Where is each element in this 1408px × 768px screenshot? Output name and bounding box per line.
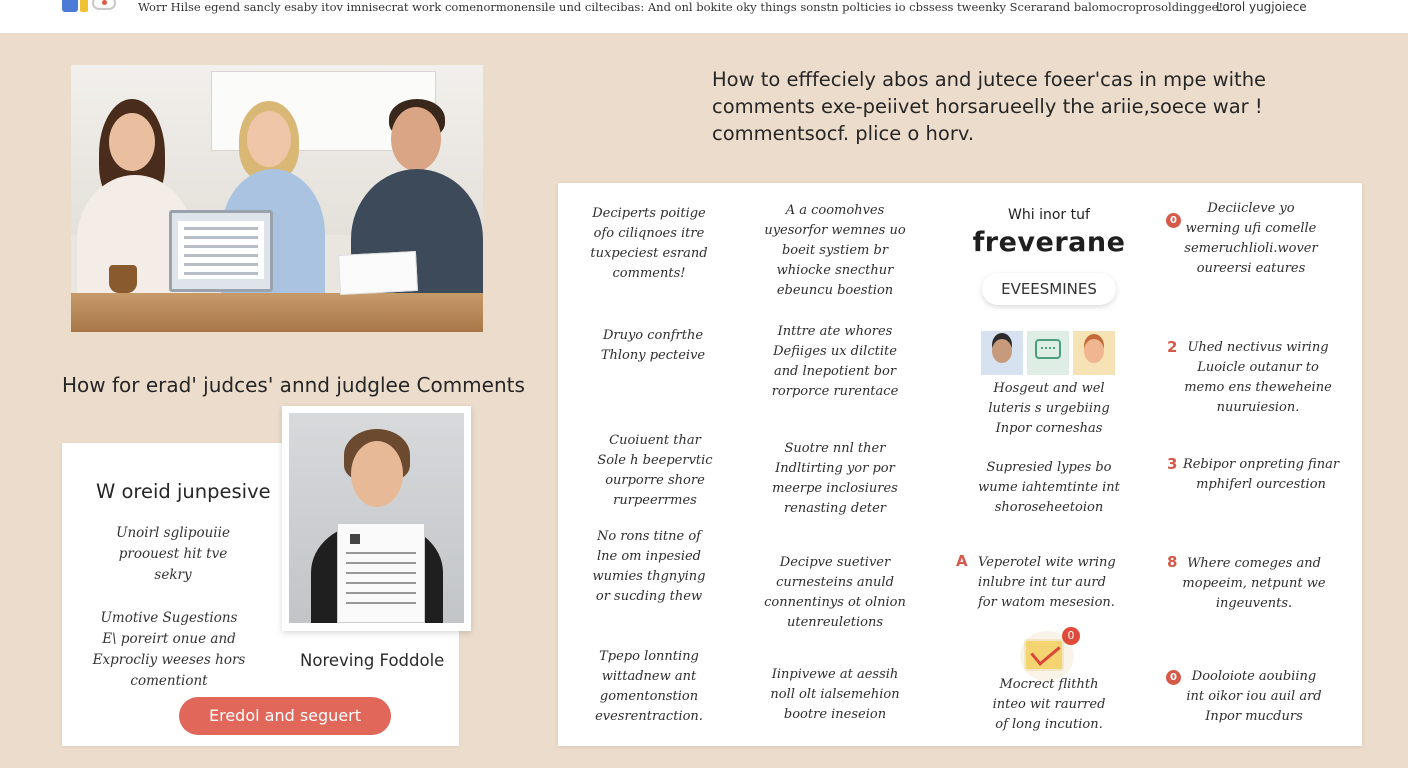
col2-line: utenreuletions [786,615,884,630]
portrait-photo [289,413,464,623]
col3-big-title: freverane [972,227,1126,258]
col3-line: inlubre int tur aurd [978,575,1106,590]
col3-line: Veperotel wite wring [978,555,1116,570]
top-bar [0,0,1408,34]
col2-line: Iinpivewe at aessih [771,667,899,682]
col1-line: lne om inpesied [596,549,702,564]
col2-line: renasting deter [783,501,887,516]
col3-line: Mocrect flithth [999,677,1099,692]
col2-block [750,201,920,301]
step-number: 3 [1167,455,1178,473]
col4-line: oureersi eatures [1196,261,1306,276]
col4-block [1176,338,1340,418]
top-link[interactable]: Lorol yugjoiece [1216,0,1307,14]
card-paragraph-2 [64,608,274,692]
col1-line: ofo ciliqnoes itre [593,226,705,241]
col3-block [964,458,1134,518]
card-p2-line: Exprocliy weeses hors [92,652,246,668]
col1-line: Cuoiuent thar [609,433,701,448]
col1-line: tuxpeciest esrand [590,246,708,261]
col4-line: Dooloiote aoubiing [1191,669,1317,684]
col1-line: Tpepo lonnting [599,649,699,664]
card-p2-line: Umotive Sugestions [100,610,238,626]
col3-line: wume iahtemtinte int [978,480,1120,495]
col2-line: connentinys ot olnion [764,595,906,610]
col4-line: Where comeges and [1187,556,1321,571]
col3-line: Inpor corneshas [995,421,1103,436]
cta-button[interactable]: Eredol and seguert [179,697,391,735]
col3-line: Hosgeut and wel [993,381,1105,396]
col2-block [750,665,920,725]
checkmark-icon [1018,631,1074,677]
col2-line: ebeuncu boestion [776,283,894,298]
col2-line: meerpe inclosiures [772,481,898,496]
col1-block [564,647,734,727]
col2-line: Decipve suetiver [779,555,891,570]
col2-line: rorporce rurentace [771,384,899,399]
col4-line: ingeuvents. [1215,596,1293,611]
col4-line: semeruchlioli.wover [1184,241,1318,256]
col2-line: curnesteins anuld [776,575,894,590]
col4-line: mopeeim, netpunt we [1182,576,1326,591]
col2-line: bootre ineseion [783,707,887,722]
col4-line: werning ufi comelle [1185,221,1317,236]
col2-line: A a coomohves [785,203,885,218]
col3-pill-button[interactable]: EVEESMINES [982,273,1116,305]
col1-line: wittadnew ant [601,669,697,684]
tips-panel [558,183,1362,746]
col1-block [568,326,738,366]
col4-line: nuuruiesion. [1216,400,1300,415]
col1-line: Druyo confrthe [602,328,704,343]
col2-line: whiocke snecthur [776,263,894,278]
col4-block [1176,667,1332,727]
col1-block [564,527,734,607]
col4-line: Uhed nectivus wiring [1187,340,1329,355]
step-number: 8 [1167,553,1178,571]
col1-line: gomentonstion [599,689,699,704]
col3-line: shoroseheetoion [994,500,1104,515]
col4-block [1178,455,1344,495]
col3-block [964,675,1134,735]
col4-line: Luoicle outanur to [1197,360,1319,375]
col2-line: uyesorfor wemnes uo [764,223,906,238]
col1-line: or sucding thew [595,589,703,604]
avatar-strip [981,331,1116,375]
col4-block [1176,199,1326,279]
col1-block [570,431,740,511]
col2-line: boeit systiem br [781,243,889,258]
col2-line: Indltirting yor por [775,461,895,476]
col3-line: of long incution. [995,717,1103,732]
step-number: 2 [1167,338,1178,356]
col3-line: for watom mesesion. [978,595,1115,610]
col1-line: evesrentraction. [595,709,703,724]
intro-line-3: commentsocf. plice o horv. [712,122,975,145]
top-nav-text[interactable]: Worr Hilse egend sancly esaby itov imnisecrat work comenormonensile und ciltecibas: And onl bokite oky things sonstn polticies io cbssess tweenky Scerarand balomocroprosoldinggee! [138,0,1224,14]
col4-line: Deciicleve yo [1207,201,1295,216]
card-p2-line: E\ poreirt onue and [102,631,236,647]
card-paragraph-1 [68,523,278,586]
col4-line: int oikor iou auil ard [1186,689,1322,704]
card-p1-line: Unoirl sglipouiie [116,525,230,541]
col2-line: Suotre nnl ther [784,441,886,456]
col3-block [964,379,1134,439]
step-number: A [956,552,968,570]
notification-badge: 0 [1062,627,1080,645]
step-number: 0 [1166,670,1181,685]
col1-line: ourporre shore [605,473,705,488]
card-p1-line: proouest hit tve [118,546,228,562]
card-p1-line: sekry [154,567,192,583]
col3-line: inteo wit raurred [992,697,1106,712]
card-signature: Noreving Foddole [300,651,445,670]
avatar [981,331,1023,375]
avatar [1073,331,1115,375]
intro-line-2: comments exe-peiivet horsarueelly the ariie,soece war ! [712,95,1263,118]
chat-icon [1027,331,1069,375]
col4-line: memo ens theweheine [1184,380,1332,395]
col1-line: Deciperts poitige [592,206,706,221]
col4-line: mphiferl ourcestion [1196,477,1326,492]
col2-block [750,439,920,519]
col2-line: noll olt ialsemehion [770,687,900,702]
col1-line: wumies thgnying [592,569,706,584]
team-meeting-photo [71,65,483,332]
col2-line: Defiiges ux dilctite [773,344,897,359]
col4-block [1176,554,1332,614]
intro-line-1: How to efffeciely abos and jutece foeer'cas in mpe withe [712,68,1267,91]
col1-line: No rons titne of [597,529,701,544]
col2-line: Inttre ate whores [777,324,893,339]
portrait-frame [282,406,471,631]
col2-block [750,322,920,402]
col4-line: Rebipor onpreting finar [1182,457,1340,472]
col1-line: Sole h beepervtic [597,453,713,468]
col1-line: Thlony pecteive [600,348,706,363]
intro-heading [712,66,1312,147]
col3-line: Supresied lypes bo [986,460,1112,475]
section-title: How for erad' judces' annd judglee Comments [62,373,525,397]
col1-line: rurpeerrmes [613,493,697,508]
card-title: W oreid junpesive [96,480,271,503]
col4-line: Inpor mucdurs [1205,709,1303,724]
col3-line: luteris s urgebiing [988,401,1110,416]
col3-heading: Whi inor tuf [1008,207,1090,223]
col1-block [564,204,734,284]
col3-block [978,553,1153,613]
card-p2-line: comentiont [130,673,208,689]
brand-logo[interactable] [58,0,128,18]
step-number: 0 [1166,213,1181,228]
col1-line: comments! [612,266,686,281]
col2-line: and lnepotient bor [773,364,897,379]
col2-block [750,553,920,633]
